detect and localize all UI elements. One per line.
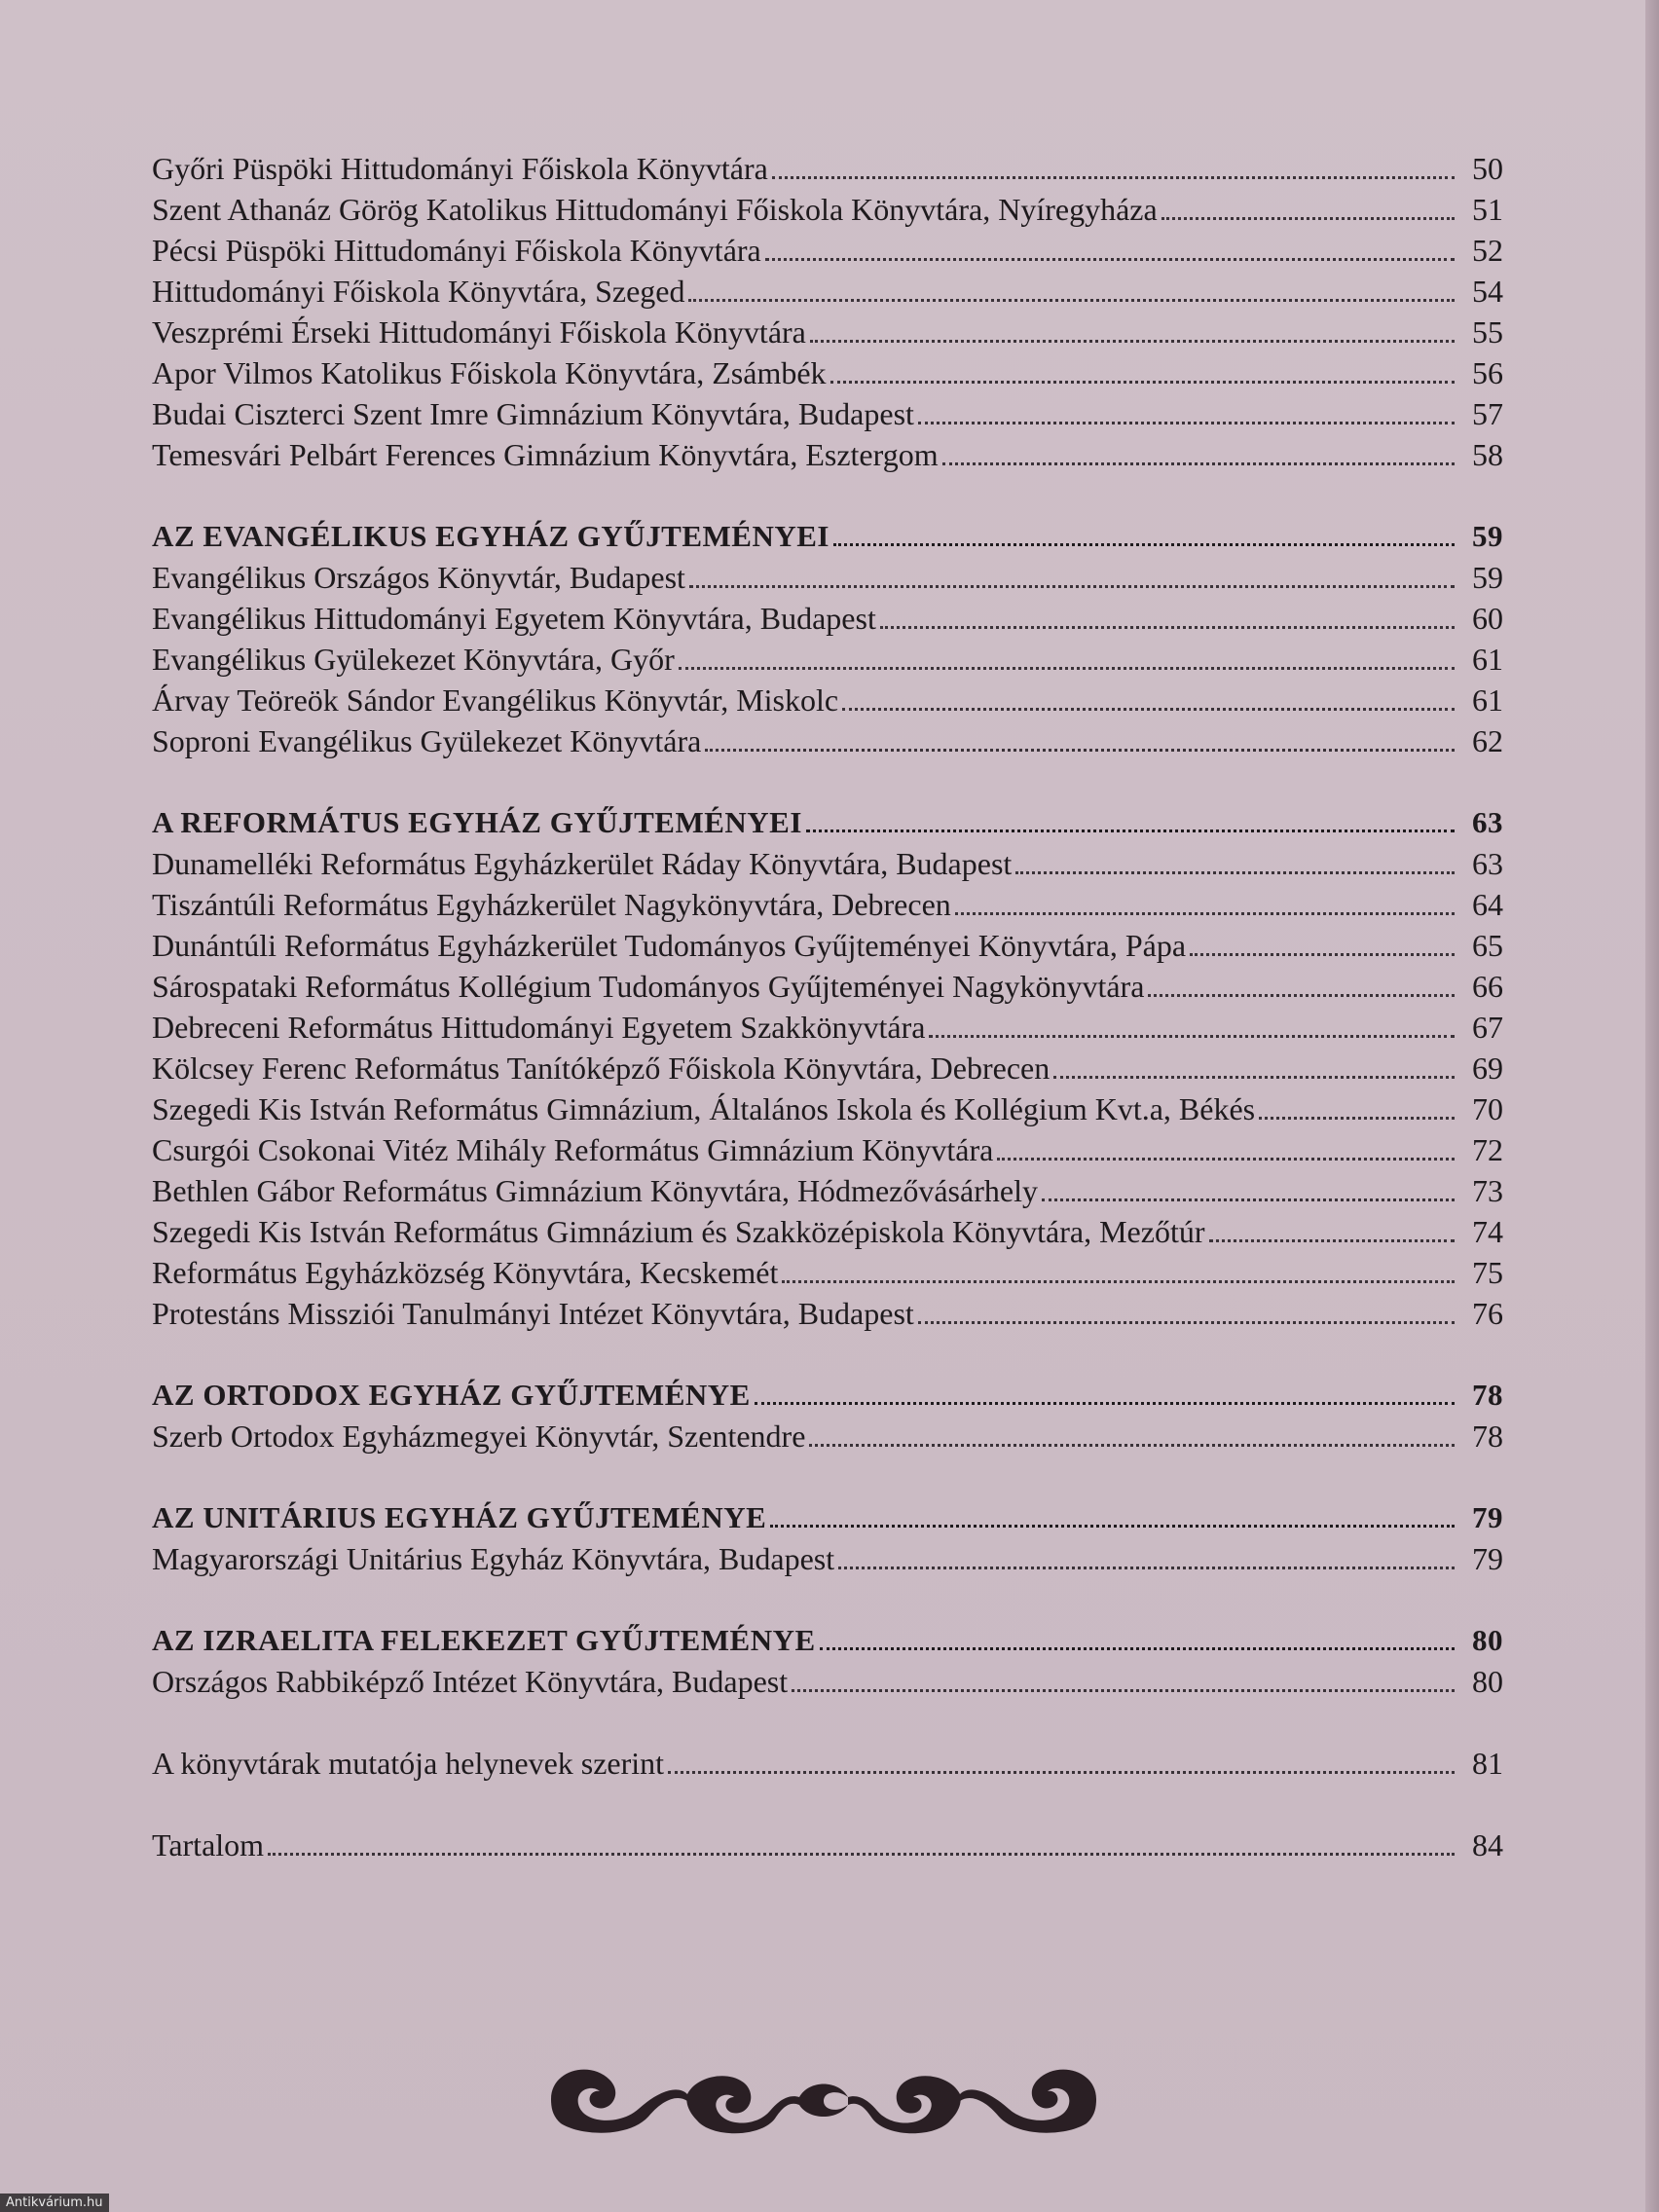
toc-entry <box>152 1007 1503 1048</box>
toc-entry <box>152 1743 1503 1784</box>
toc-entry-title: Szerb Ortodox Egyházmegyei Könyvtár, Szentendre <box>152 1419 806 1454</box>
dot-leader <box>838 1567 1455 1569</box>
toc-entry-title: Tiszántúli Református Egyházkerület Nagykönyvtára, Debrecen <box>152 887 951 922</box>
section-heading-page-number: 59 <box>1472 519 1503 553</box>
dot-leader <box>918 422 1455 424</box>
toc-entry-title: A könyvtárak mutatója helynevek szerint <box>152 1746 665 1781</box>
toc-entry-title: Veszprémi Érseki Hittudományi Főiskola Könyvtára <box>152 314 806 350</box>
toc-entry-page-number: 56 <box>1472 355 1503 390</box>
toc-entry <box>152 966 1503 1007</box>
toc-entry-page-number: 74 <box>1472 1214 1503 1249</box>
toc-entry-title: Pécsi Püspöki Hittudományi Főiskola Könyvtára <box>152 233 761 268</box>
toc-entry-page-number: 66 <box>1472 969 1503 1004</box>
toc-entry-page-number: 81 <box>1472 1746 1503 1781</box>
dot-leader <box>809 1444 1455 1447</box>
dot-leader <box>1209 1239 1456 1242</box>
toc-entry-title: Apor Vilmos Katolikus Főiskola Könyvtára, Zsámbék <box>152 355 827 390</box>
toc-entry-title: Református Egyházközség Könyvtára, Kecskemét <box>152 1255 779 1290</box>
dot-leader <box>688 299 1455 302</box>
toc-entry <box>152 1129 1503 1170</box>
toc-entry <box>152 148 1503 189</box>
dot-leader <box>1161 217 1455 220</box>
toc-entry-page-number: 61 <box>1472 642 1503 677</box>
dot-leader <box>918 1321 1455 1324</box>
toc-entry-page-number: 65 <box>1472 928 1503 963</box>
toc-entry-page-number: 76 <box>1472 1296 1503 1331</box>
toc-entry-page-number: 69 <box>1472 1051 1503 1086</box>
section-heading-title: A REFORMÁTUS EGYHÁZ GYŰJTEMÉNYEI <box>152 805 802 839</box>
toc-entry-title: Sárospataki Református Kollégium Tudományos Gyűjteményei Nagykönyvtára <box>152 969 1145 1004</box>
toc-entry-title: Dunántúli Református Egyházkerület Tudományos Gyűjteményei Könyvtára, Pápa <box>152 928 1187 963</box>
dot-leader <box>792 1689 1455 1692</box>
section-heading-page-number: 78 <box>1472 1378 1503 1412</box>
dot-leader <box>830 381 1455 384</box>
dot-leader <box>955 912 1455 915</box>
table-of-contents <box>152 148 1503 1865</box>
dot-leader <box>929 1035 1455 1038</box>
dot-leader <box>997 1158 1455 1161</box>
toc-entry <box>152 1661 1503 1702</box>
toc-entry <box>152 1088 1503 1129</box>
dot-leader <box>810 340 1455 343</box>
dot-leader <box>765 258 1455 261</box>
dot-leader <box>772 176 1455 179</box>
section-heading-title: AZ UNITÁRIUS EGYHÁZ GYŰJTEMÉNYE <box>152 1500 767 1534</box>
dot-leader <box>705 749 1455 752</box>
toc-entry-title: Csurgói Csokonai Vitéz Mihály Református Gimnázium Könyvtára <box>152 1132 994 1167</box>
toc-entry-page-number: 73 <box>1472 1173 1503 1208</box>
section-heading-page-number: 63 <box>1472 805 1503 839</box>
toc-entry-title: Evangélikus Gyülekezet Könyvtára, Győr <box>152 642 675 677</box>
toc-entry-title: Evangélikus Országos Könyvtár, Budapest <box>152 560 685 595</box>
toc-entry-page-number: 54 <box>1472 274 1503 309</box>
dot-leader <box>1053 1076 1455 1079</box>
toc-section <box>152 148 1503 475</box>
toc-section <box>152 1743 1503 1784</box>
toc-entry-page-number: 72 <box>1472 1132 1503 1167</box>
toc-entry <box>152 1416 1503 1456</box>
watermark-label: Antikvárium.hu <box>0 2194 109 2212</box>
toc-entry-title: Temesvári Pelbárt Ferences Gimnázium Könyvtára, Esztergom <box>152 437 939 472</box>
toc-entry <box>152 598 1503 639</box>
toc-entry-page-number: 78 <box>1472 1419 1503 1454</box>
toc-entry <box>152 230 1503 271</box>
toc-entry-page-number: 57 <box>1472 396 1503 431</box>
dot-leader <box>1148 994 1455 997</box>
section-heading-page-number: 80 <box>1472 1623 1503 1657</box>
toc-section <box>152 802 1503 1334</box>
toc-entry-page-number: 50 <box>1472 151 1503 186</box>
toc-entry-title: Budai Ciszterci Szent Imre Gimnázium Könyvtára, Budapest <box>152 396 914 431</box>
toc-entry <box>152 1211 1503 1252</box>
toc-entry-title: Dunamelléki Református Egyházkerület Ráday Könyvtára, Budapest <box>152 846 1013 881</box>
toc-entry-title: Országos Rabbiképző Intézet Könyvtára, Budapest <box>152 1664 789 1699</box>
dot-leader <box>1015 871 1455 874</box>
section-heading <box>152 802 1503 843</box>
toc-entry <box>152 843 1503 884</box>
dot-leader <box>833 543 1455 546</box>
toc-entry-page-number: 59 <box>1472 560 1503 595</box>
dot-leader <box>668 1771 1455 1774</box>
toc-entry-title: Szent Athanáz Görög Katolikus Hittudományi Főiskola Könyvtára, Nyíregyháza <box>152 192 1158 227</box>
toc-entry-page-number: 84 <box>1472 1827 1503 1862</box>
toc-entry-title: Kölcsey Ferenc Református Tanítóképző Főiskola Könyvtára, Debrecen <box>152 1051 1051 1086</box>
toc-entry-page-number: 60 <box>1472 601 1503 636</box>
toc-entry-title: Soproni Evangélikus Gyülekezet Könyvtára <box>152 723 702 758</box>
toc-entry-title: Evangélikus Hittudományi Egyetem Könyvtára, Budapest <box>152 601 876 636</box>
toc-entry <box>152 352 1503 393</box>
toc-entry <box>152 1252 1503 1293</box>
toc-entry-page-number: 75 <box>1472 1255 1503 1290</box>
section-heading-title: AZ IZRAELITA FELEKEZET GYŰJTEMÉNYE <box>152 1623 816 1657</box>
dot-leader <box>755 1402 1455 1405</box>
toc-section <box>152 1375 1503 1456</box>
toc-entry <box>152 1293 1503 1334</box>
toc-entry-title: Magyarországi Unitárius Egyház Könyvtára, Budapest <box>152 1541 835 1576</box>
dot-leader <box>806 830 1455 832</box>
toc-entry <box>152 925 1503 966</box>
section-heading-title: AZ ORTODOX EGYHÁZ GYŰJTEMÉNYE <box>152 1378 751 1412</box>
toc-entry-title: Árvay Teöreök Sándor Evangélikus Könyvtár, Miskolc <box>152 682 839 718</box>
toc-entry <box>152 1825 1503 1865</box>
dot-leader <box>1190 953 1455 956</box>
toc-entry-title: Hittudományi Főiskola Könyvtára, Szeged <box>152 274 685 309</box>
section-heading-title: AZ EVANGÉLIKUS EGYHÁZ GYŰJTEMÉNYEI <box>152 519 830 553</box>
toc-entry <box>152 312 1503 352</box>
dot-leader <box>689 585 1455 588</box>
toc-entry-page-number: 51 <box>1472 192 1503 227</box>
toc-entry-page-number: 70 <box>1472 1091 1503 1126</box>
toc-entry <box>152 189 1503 230</box>
toc-entry-title: Debreceni Református Hittudományi Egyetem Szakkönyvtára <box>152 1010 926 1045</box>
toc-section <box>152 1620 1503 1702</box>
toc-entry-page-number: 61 <box>1472 682 1503 718</box>
toc-entry <box>152 1538 1503 1579</box>
dot-leader <box>782 1280 1455 1283</box>
toc-entry <box>152 1170 1503 1211</box>
toc-entry-title: Protestáns Missziói Tanulmányi Intézet Könyvtára, Budapest <box>152 1296 914 1331</box>
toc-entry-page-number: 63 <box>1472 846 1503 881</box>
toc-section <box>152 1497 1503 1579</box>
toc-entry-title: Bethlen Gábor Református Gimnázium Könyvtára, Hódmezővásárhely <box>152 1173 1038 1208</box>
toc-entry-page-number: 58 <box>1472 437 1503 472</box>
toc-entry <box>152 557 1503 598</box>
section-heading <box>152 1497 1503 1538</box>
section-heading-page-number: 79 <box>1472 1500 1503 1534</box>
toc-entry-page-number: 64 <box>1472 887 1503 922</box>
toc-entry-page-number: 67 <box>1472 1010 1503 1045</box>
page-edge <box>1645 0 1659 2212</box>
dot-leader <box>942 462 1455 465</box>
dot-leader <box>1259 1117 1455 1120</box>
dot-leader <box>770 1525 1455 1528</box>
toc-entry-page-number: 52 <box>1472 233 1503 268</box>
toc-section <box>152 516 1503 761</box>
dot-leader <box>1042 1198 1455 1201</box>
toc-entry-title: Szegedi Kis István Református Gimnázium és Szakközépiskola Könyvtára, Mezőtúr <box>152 1214 1205 1249</box>
toc-entry <box>152 393 1503 434</box>
section-heading <box>152 516 1503 557</box>
toc-entry <box>152 434 1503 475</box>
toc-entry <box>152 720 1503 761</box>
toc-entry-page-number: 80 <box>1472 1664 1503 1699</box>
section-heading <box>152 1375 1503 1416</box>
toc-entry <box>152 884 1503 925</box>
toc-entry-page-number: 79 <box>1472 1541 1503 1576</box>
toc-entry <box>152 680 1503 720</box>
dot-leader <box>268 1853 1455 1856</box>
toc-entry <box>152 1048 1503 1088</box>
toc-entry-title: Győri Püspöki Hittudományi Főiskola Könyvtára <box>152 151 768 186</box>
toc-entry <box>152 271 1503 312</box>
toc-entry-page-number: 55 <box>1472 314 1503 350</box>
toc-entry-title: Szegedi Kis István Református Gimnázium, Általános Iskola és Kollégium Kvt.a, Békés <box>152 1091 1256 1126</box>
dot-leader <box>842 708 1455 711</box>
section-heading <box>152 1620 1503 1661</box>
dot-leader <box>820 1647 1455 1650</box>
toc-section <box>152 1825 1503 1865</box>
toc-entry-title: Tartalom <box>152 1827 265 1862</box>
scroll-ornament-icon <box>541 2041 1106 2148</box>
toc-entry <box>152 639 1503 680</box>
dot-leader <box>880 626 1455 629</box>
toc-entry-page-number: 62 <box>1472 723 1503 758</box>
dot-leader <box>679 667 1455 670</box>
